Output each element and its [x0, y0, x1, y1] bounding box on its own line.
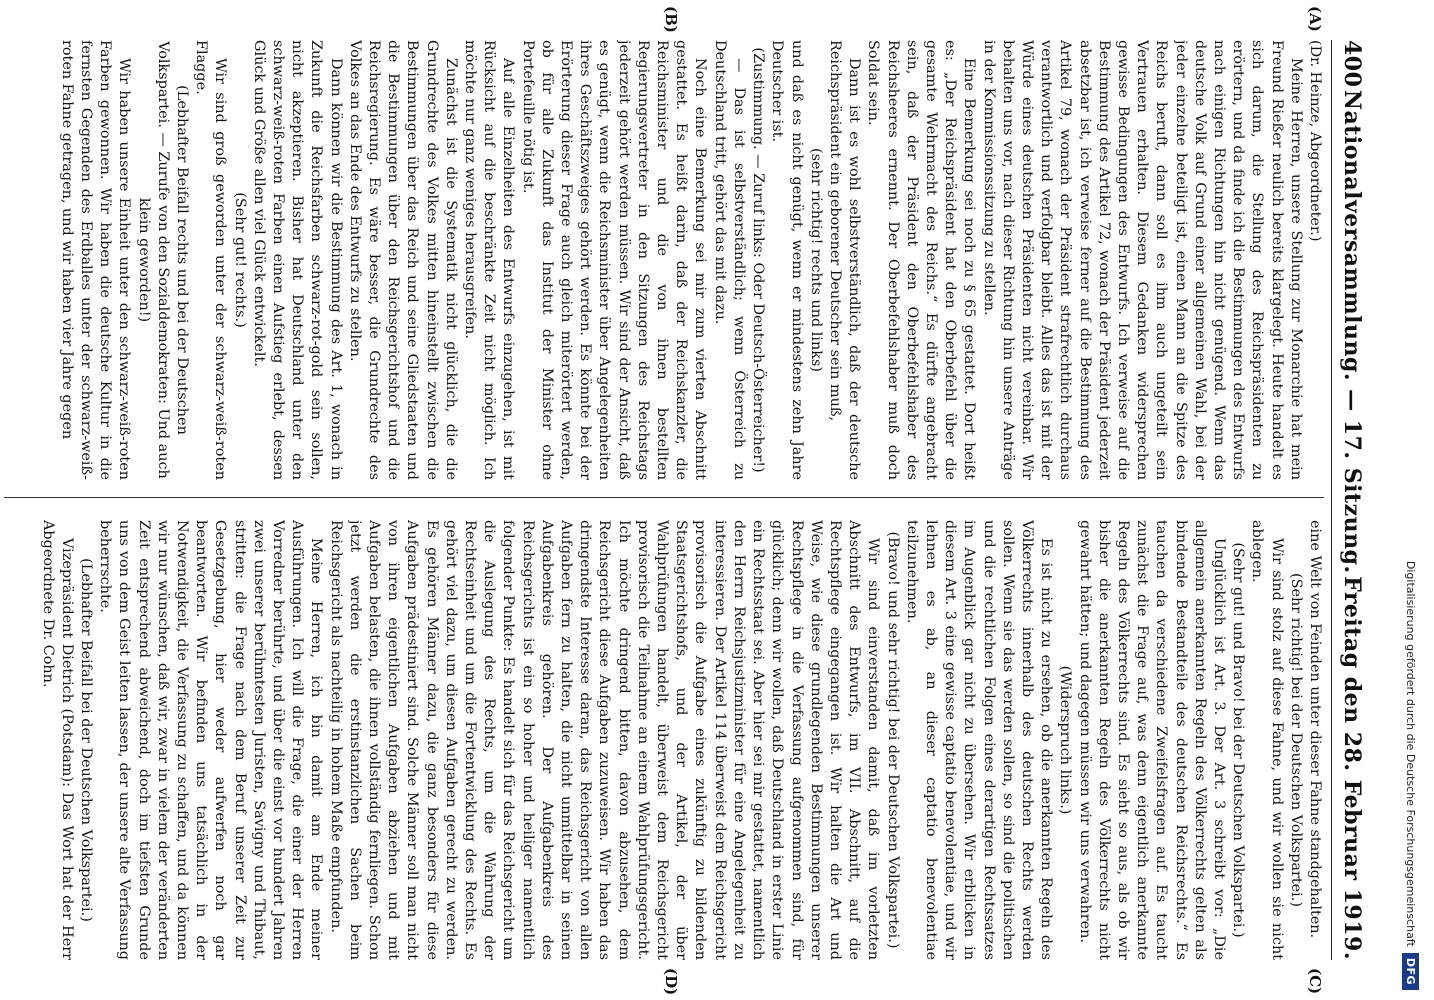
paragraph: Unglücklich ist Art. 3. Der Art. 3 schreibt vor: „Die allgemein anerkannten Regeln des Völkerrechts gelten als bindende Bestandteile des deutschen Reichsrechts.“ Es tauchen da verschiedene Zweifelsfragen auf. Es taucht zunächst die Frage auf, was denn eigentlich anerkannte Regeln des Völkerrechts sind. Es sieht so aus, als ob wir bisher die anerkannten Regeln des Völkerrechts nicht gewahrt hätten; und dagegen müssen wir uns verwahren.: [1076, 520, 1227, 960]
paragraph: Wir sind stolz auf diese Fahne, und wir wollen sie nicht ablegen.: [1249, 520, 1285, 960]
paragraph: Wir sind groß geworden unter der schwarz-weiß-roten Flagge.: [193, 40, 229, 480]
margin-marker-d: (D): [662, 968, 680, 996]
funding-text: Digitalisierung gefördert durch die Deutsche Forschungsgemeinschaft: [1404, 560, 1418, 947]
paragraph: und daß es nicht genügt, wenn er mindestens zehn Jahre Deutscher ist.: [769, 40, 805, 480]
left-column: [0, 40, 1324, 480]
interjection: (sehr richtig! rechts und links): [807, 148, 824, 372]
paragraph: Meine Herren, unsere Stellung zur Monarchie hat mein Freund Rießer neulich bereits klargelegt. Heute handelt es sich darum, die Stellung des Reichspräsidenten zu erörtern, und da finde ich die Bestimmungen des Entwurfs nach einigen Richtungen hin nicht genügend. Wenn das deutsche Volk auf Grund einer allgemeinen Wahl, bei der jeder einzelne beteiligt ist, einen Mann an die Spitze des Reichs beruft, dann soll es ihm auch ungeteilt sein Vertrauen erhalten. Diesem Gedanken widersprechen gewisse Bedingungen des Entwurfs. Ich verweise auf die Bestimmung des Artikel 72, wonach der Präsident jederzeit absetzbar ist, ich verweise ferner auf die Bestimmung des Artikel 79, wonach der Präsident strafrechtlich durchaus verantwortlich und verfolgbar bleibt. Alles das ist mit der Würde eines deutschen Präsidenten nicht vereinbar. Wir behalten uns vor, nach dieser Richtung hin unsere Anträge in der Kommissionssitzung zu stellen.: [980, 40, 1304, 480]
page-date: Freitag den 28. Februar 1919.: [1339, 576, 1365, 960]
interjection: (Bravo! und sehr richtig! bei der Deutschen Volkspartei.): [884, 531, 901, 949]
funding-note: [1388, 0, 1434, 1000]
interjection: (Zustimmung. — Zuruf links: Oder Deutsch-Österreicher!): [750, 47, 767, 473]
margin-marker-b: (B): [662, 6, 680, 33]
right-column: [0, 520, 1324, 960]
interjection: (Lebhafter Beifall bei der Deutschen Volkspartei.): [78, 558, 94, 922]
margin-marker-c: (C): [1306, 968, 1324, 995]
paragraph: Dann ist es wohl selbstverständlich, daß der deutsche Reichspräsident ein geborener Deutscher sein muß,: [826, 40, 863, 480]
speaker-attribution: (Dr. Heinze, Abgeordneter.): [1307, 40, 1323, 242]
margin-marker-a: (A): [1306, 6, 1324, 32]
footer-strip: [1388, 0, 1434, 1000]
paragraph: Auf alle Einzelheiten des Entwurfs einzugehen, ist mit Rücksicht auf die beschränkte Zeit nicht möglich. Ich möchte nur ganz weniges herausgreifen.: [462, 40, 517, 480]
paragraph: — Das ist selbstverständlich; wenn Österreich zu Deutschland tritt, gehört das mit dazu.: [711, 40, 747, 480]
paragraph: Noch eine Bemerkung sei mir zum vierten Abschnitt gestattet. Es heißt darin, daß der Reichskanzler, die Reichsminister und die von ihnen bestellten Regierungsvertreter in den Sitzungen des Reichstags jederzeit gehört werden müssen. Wir sind der Ansicht, daß es genügt, wenn die Reichsminister über Angelegenheiten ihres Geschäftszweiges gehört werden. Es könnte bei der Erörterung dieser Frage auch gleich miterörtert werden, ob für alle Zukunft das Institut der Minister ohne Portefeuille nötig ist.: [519, 40, 709, 480]
page-number: 400: [1339, 40, 1365, 88]
paragraph: Wir sind einverstanden damit, daß im vorletzten Abschnitt des Entwurfs, im VII. Abschnitt, auf die Rechtspflege eingegangen ist. Wir halten die Art und Weise, wie diese grundlegenden Bestimmungen unserer Rechtspflege in die Verfassung aufgenommen sind, für glücklich; denn wir wollen, daß Deutschland in erster Linie ein Rechtsstaat sei. Aber hier sei mir gestattet, namentlich den Herrn Reichsjustizminister für eine Angelegenheit zu interessieren. Der Artikel 114 überweist dem Reichsgericht provisorisch die Aufgabe eines zukünftig zu bildenden Staatsgerichtshofs, und der Artikel, der über Wahlprüfungen handelt, überweist dem Reichsgericht provisorisch die Teilnahme an einem Wahlprüfungsgericht. Ich möchte dringend bitten, davon abzusehen, dem Reichsgericht diese Aufgaben zuzuweisen. Wir haben das dringendste Interesse daran, das Reichsgericht von allen Aufgaben fern zu halten, die nicht unmittelbar in seinen Aufgabenkreis gehören. Der Aufgabenkreis des Reichsgerichts ist ein so hoher und heiliger namentlich folgender Punkte: Es handelt sich für das Reichsgericht um die Auslegung des Rechts, um die Wahrung der Rechtseinheit und um die Fortentwicklung des Rechts. Es gehört viel dazu, um diesen Aufgaben gerecht zu werden. Es gehören Männer dazu, die ganz besonders für diese Aufgaben prädestiniert sind. Solche Männer soll man nicht von ihren eigentlichen Aufgaben abziehen und mit Aufgaben belasten, die ihnen vollständig fernliegen. Schon jetzt werden die erstinstanzlichen Sachen beim Reichsgericht als nachteilig in hohem Maße empfunden.: [327, 520, 882, 960]
paragraph: Wir haben unsere Einheit unter den schwarz-weiß-roten Farben gewonnen. Wir haben die deutsche Kultur in die fernsten Gegenden des Erdballes unter der schwarz-weiß-roten Fahne getragen, und wir haben vier Jahre gegen: [58, 40, 133, 480]
interjection: (Sehr gut! und Bravo! bei der Deutschen Volkspartei.): [1230, 542, 1247, 938]
interjection: (Widerspruch links.): [1057, 665, 1074, 815]
paragraph: Es ist nicht zu ersehen, ob die anerkannten Regeln des Völkerrechts innerhalb des deutschen Rechts werden sollen. Wenn sie das werden sollen, so sind die politischen und die rechtlichen Folgen eines derartigen Rechtssatzes im Augenblick gar nicht zu übersehen. Wir erblicken in diesem Art. 3 eine gewisse captatio benevolentiae, und wir lehnen es ab, an dieser captatio benevolentiae teilzunehmen.: [903, 520, 1055, 960]
paragraph: eine Welt von Feinden unter dieser Fahne standgehalten.: [1307, 520, 1323, 939]
interjection: (Sehr richtig! bei der Deutschen Volkspartei.): [1287, 573, 1304, 907]
interjection: (Sehr gut! rechts.): [231, 192, 248, 328]
column-divider: [4, 497, 1324, 498]
paragraph: Zunächst ist die Systematik nicht glücklich, die die Grundrechte des Volkes mitten hineinstellt zwischen die Bestimmungen über das Reich und seine Gliedstaaten und die Bestimmungen über den Reichsgerichtshof und die Reichsregierung. Es wäre besser, die Grundrechte des Volkes an das Ende des Entwurfs zu stellen.: [346, 40, 459, 480]
interjection: (Lebhafter Beifall rechts und bei der Deutschen Volkspartei. — Zurufe von den Sozialdemokraten: Und auch klein geworden!): [135, 41, 191, 479]
page-title: Nationalversammlung. — 17. Sitzung.: [1339, 89, 1365, 574]
paragraph: Dann können wir die Bestimmung des Art. 1, wonach in Zukunft die Reichsfarben schwarz-rot-gold sein sollen, nicht akzeptieren. Bisher hat Deutschland unter den schwarz-weiß-roten Farben einen Aufstieg erlebt, dessen Glück und Größe allen viel Glück entwickelt.: [250, 40, 344, 480]
paragraph: Meine Herren, ich bin damit am Ende meiner Ausführungen. Ich will die Frage, die einer der Herren Vorredner berührte, und über die einst vor hundert Jahren zwei unserer berühmtesten Juristen, Savigny und Thibaut, stritten: die Frage nach dem Beruf unserer Zeit zur Gesetzgebung, hier weder aufwerfen noch gar beantworten. Wir befinden uns tatsächlich in der Notwendigkeit, die Verfassung zu schaffen, und da können wir nur wünschen, daß wir, zwar in vielem der veränderten Zeit entsprechend abweichend, doch im tiefsten Grunde uns von dem Geist leiten lassen, der unsere alte Verfassung beherrschte.: [97, 520, 325, 960]
page-header: [1331, 40, 1372, 960]
dfg-logo: DFG: [1403, 953, 1420, 990]
paragraph: Eine Bemerkung sei noch zu § 65 gestattet. Dort heißt es: „Der Reichspräsident hat den Oberbefehl über die gesamte Wehrmacht des Reichs.“ Es dürfte angebracht sein, daß der Präsident den Oberbefehlshaber des Reichsheeres ernennt. Der Oberbefehlshaber muß doch Soldat sein.: [865, 40, 978, 480]
paragraph: Vizepräsident Dietrich (Potsdam): Das Wort hat der Herr Abgeordnete Dr. Cohn.: [39, 520, 75, 960]
